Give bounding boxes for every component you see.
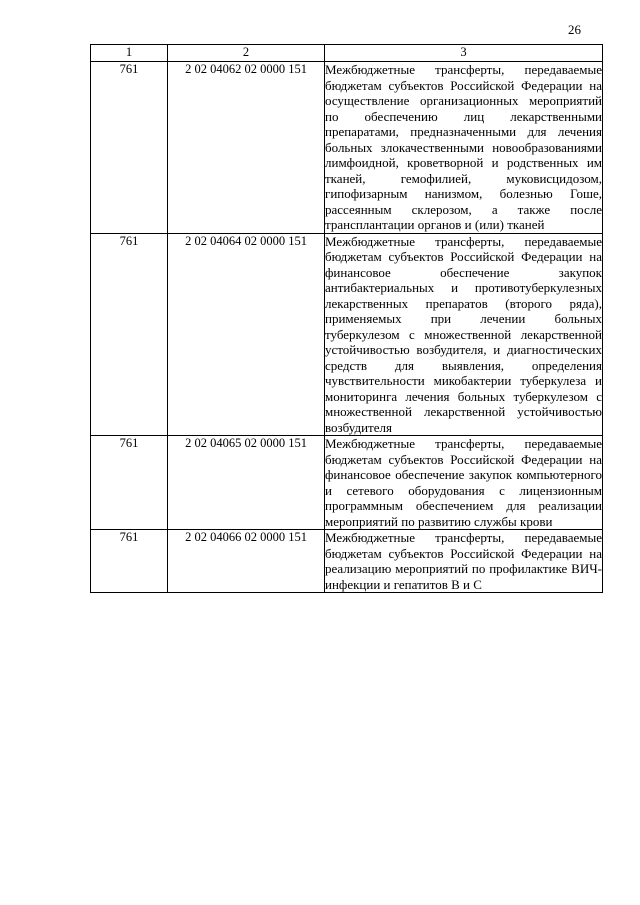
description-cell: Межбюджетные трансферты, передаваемые бюджетам субъектов Российской Федерации на осуществление организационных мероприятий по обеспечению лиц лекарственными препаратами, предназначенными для лечения больных злокачественными новообразованиями лимфоидной, кроветворной и родственных им тканей, гемофилией, муковисцидозом, гипофизарным нанизмом, болезнью Гоше, рассеянным склерозом, а также после трансплантации органов и (или) тканей [325, 62, 602, 232]
header-row [91, 45, 603, 62]
admin-code-cell: 761 [91, 233, 168, 436]
table-row [91, 233, 603, 436]
description-cell: Межбюджетные трансферты, передаваемые бюджетам субъектов Российской Федерации на финансовое обеспечение закупок компьютерного и сетевого оборудования с лицензионным программным обеспечением для реализации мероприятий по развитию службы крови [325, 436, 602, 529]
admin-code-cell: 761 [91, 436, 168, 530]
description-cell: Межбюджетные трансферты, передаваемые бюджетам субъектов Российской Федерации на реализацию мероприятий по профилактике ВИЧ-инфекции и гепатитов В и С [325, 530, 602, 592]
column-header-3: 3 [325, 45, 603, 62]
budget-code-cell: 2 02 04062 02 0000 151 [168, 62, 325, 234]
budget-code-cell: 2 02 04066 02 0000 151 [168, 530, 325, 593]
table-row [91, 530, 603, 593]
table-row [91, 62, 603, 234]
budget-code-cell: 2 02 04065 02 0000 151 [168, 436, 325, 530]
table-row [91, 436, 603, 530]
description-cell: Межбюджетные трансферты, передаваемые бюджетам субъектов Российской Федерации на финансовое обеспечение закупок антибактериальных и противотуберкулезных лекарственных препаратов (второго ряда), применяемых при лечении больных туберкулезом с множественной лекарственной устойчивостью возбудителя, и диагностических средств для выявления, определения чувствительности микобактерии туберкулеза и мониторинга лечения больных туберкулезом с множественной лекарственной устойчивостью возбудителя [325, 233, 602, 435]
page-number: 26 [568, 22, 581, 37]
column-header-2: 2 [168, 45, 325, 62]
column-header-1: 1 [91, 45, 168, 62]
admin-code-cell: 761 [91, 530, 168, 593]
admin-code-cell: 761 [91, 62, 168, 234]
budget-code-cell: 2 02 04064 02 0000 151 [168, 233, 325, 436]
budget-classification-table [90, 44, 603, 593]
